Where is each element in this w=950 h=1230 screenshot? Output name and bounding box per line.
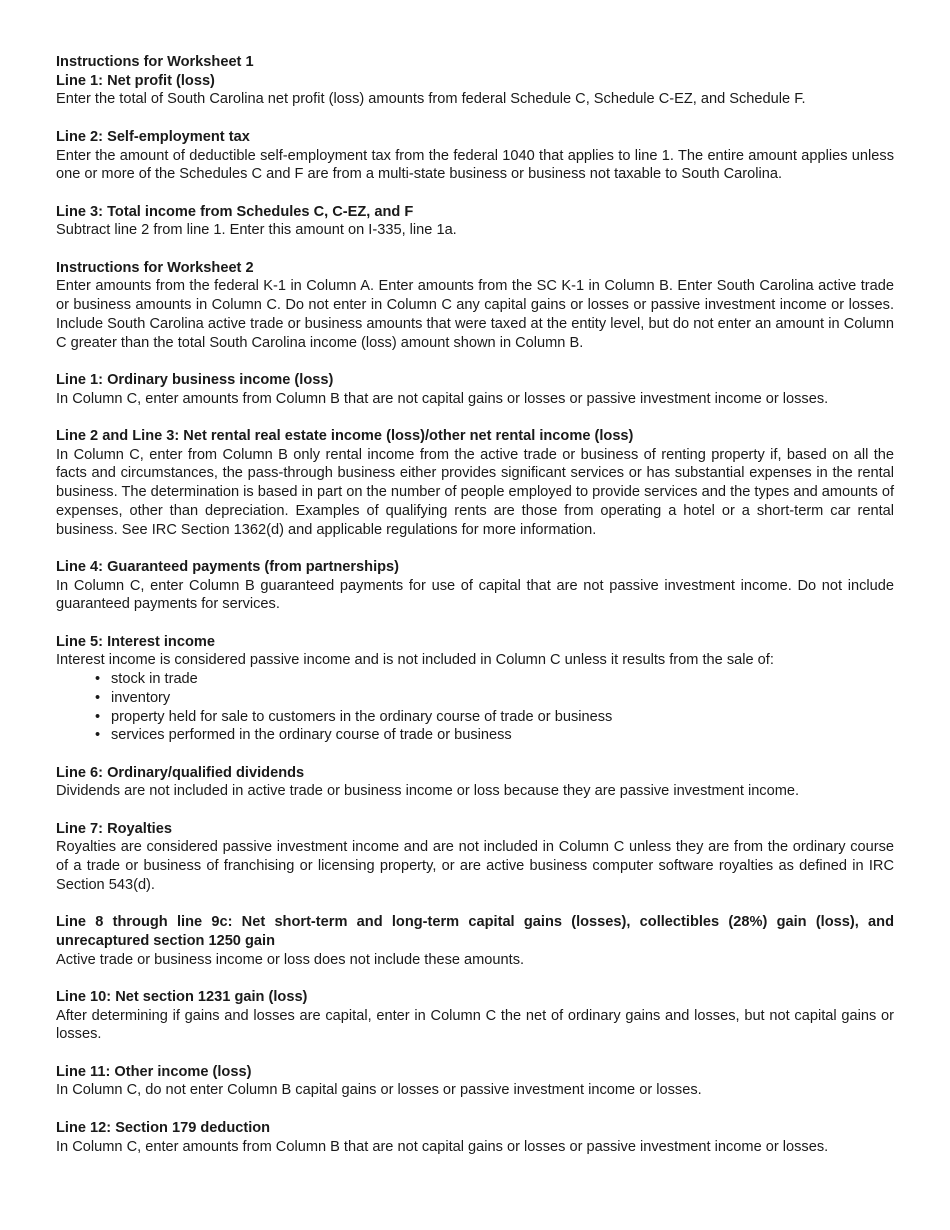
worksheet2-line12-text: In Column C, enter amounts from Column B that are not capital gains or losses or passive investment income or losses. [56,1138,829,1155]
worksheet1-line1-section [56,53,894,109]
worksheet1-line1-heading: Line 1: Net profit (loss) [56,72,215,89]
worksheet2-line7-heading: Line 7: Royalties [56,820,172,837]
worksheet2-line7-text: Royalties are considered passive investment income and are not included in Column C unless they are from the ordinary course of a trade or business of franchising or licensing property, or are active business computer software royalties as defined in IRC Section 543(d). [56,839,894,893]
bullet-item-text: services performed in the ordinary course of trade or business [111,727,512,744]
worksheet2-line1-heading: Line 1: Ordinary business income (loss) [56,371,334,388]
worksheet2-line4-text: In Column C, enter Column B guaranteed payments for use of capital that are not passive investment income. Do not include guaranteed payments for services. [56,577,894,613]
worksheet2-line8-9c-heading: Line 8 through line 9c: Net short-term and long-term capital gains (losses), collectibles (28%) gain (loss), and unrecaptured section 1250 gain [56,914,894,949]
worksheet2-line6-section [56,764,894,801]
worksheet2-line5-text: Interest income is considered passive income and is not included in Column C unless it results from the sale of: [56,652,774,669]
worksheet2-line12-section [56,1119,894,1156]
worksheet2-line11-heading: Line 11: Other income (loss) [56,1063,252,1080]
worksheet2-line5-section [56,633,894,745]
worksheet2-line8-9c-text: Active trade or business income or loss does not include these amounts. [56,951,525,968]
worksheet2-line4-section [56,558,894,614]
bullet-icon: • [95,708,101,725]
worksheet2-line6-text: Dividends are not included in active trade or business income or loss because they are passive investment income. [56,783,800,800]
worksheet1-line3-text: Subtract line 2 from line 1. Enter this amount on I-335, line 1a. [56,222,457,239]
bullet-item [95,726,894,745]
worksheet2-line5-heading: Line 5: Interest income [56,633,215,650]
bullet-item [95,670,894,689]
worksheet2-line7-section [56,820,894,895]
worksheet2-line6-heading: Line 6: Ordinary/qualified dividends [56,764,305,781]
worksheet2-line10-text: After determining if gains and losses are capital, enter in Column C the net of ordinary gains and losses, but not capital gains or losses. [56,1007,894,1043]
bullet-icon: • [95,671,101,688]
worksheet1-line3-heading: Line 3: Total income from Schedules C, C-EZ, and F [56,203,414,220]
worksheet2-line1-section [56,371,894,408]
worksheet2-line10-heading: Line 10: Net section 1231 gain (loss) [56,988,308,1005]
interest-income-bullet-list [56,670,894,745]
worksheet2-line10-section [56,988,894,1044]
bullet-item [95,689,894,708]
worksheet1-line1-text: Enter the total of South Carolina net profit (loss) amounts from federal Schedule C, Schedule C-EZ, and Schedule F. [56,91,806,108]
worksheet2-line2-3-section [56,427,894,539]
bullet-item [95,708,894,727]
worksheet2-intro-section [56,259,894,353]
worksheet1-line2-heading: Line 2: Self-employment tax [56,128,250,145]
worksheet2-line8-9c-section [56,913,894,969]
bullet-item-text: inventory [111,689,171,706]
worksheet1-line2-text: Enter the amount of deductible self-employment tax from the federal 1040 that applies to line 1. The entire amount applies unless one or more of the Schedules C and F are from a multi-state business or business not taxable to South Carolina. [56,147,894,183]
worksheet2-line12-heading: Line 12: Section 179 deduction [56,1119,271,1136]
worksheet2-line2-3-heading: Line 2 and Line 3: Net rental real estate income (loss)/other net rental income (loss) [56,427,634,444]
bullet-item-text: stock in trade [111,671,198,688]
worksheet2-line4-heading: Line 4: Guaranteed payments (from partnerships) [56,558,400,575]
instructions-document [56,53,894,1175]
worksheet1-line3-section [56,203,894,240]
bullet-icon: • [95,689,101,706]
worksheet2-line11-text: In Column C, do not enter Column B capital gains or losses or passive investment income or losses. [56,1082,702,1099]
worksheet2-line1-text: In Column C, enter amounts from Column B that are not capital gains or losses or passive investment income or losses. [56,390,829,407]
worksheet2-title: Instructions for Worksheet 2 [56,259,254,276]
bullet-item-text: property held for sale to customers in the ordinary course of trade or business [111,708,613,725]
worksheet1-title: Instructions for Worksheet 1 [56,54,254,70]
worksheet1-line2-section [56,128,894,184]
bullet-icon: • [95,727,101,744]
worksheet2-line2-3-text: In Column C, enter from Column B only rental income from the active trade or business of renting property if, based on all the facts and circumstances, the pass-through business either provides significant services or has substantial expenses in the rental business. The determination is based in part on the number of people employed to provide services and the types and amounts of expenses, other than depreciation. Examples of qualifying rents are those from operating a hotel or a short-term car rental business. See IRC Section 1362(d) and applicable regulations for more information. [56,446,894,538]
worksheet2-line11-section [56,1063,894,1100]
worksheet2-intro-text: Enter amounts from the federal K-1 in Column A. Enter amounts from the SC K-1 in Column B. Enter South Carolina active trade or business amounts in Column C. Do not enter in Column C any capital gains or losses or passive investment income or losses. Include South Carolina active trade or business amounts that were taxed at the entity level, but do not enter an amount in Column C greater than the total South Carolina income (loss) amount shown in Column B. [56,278,894,351]
